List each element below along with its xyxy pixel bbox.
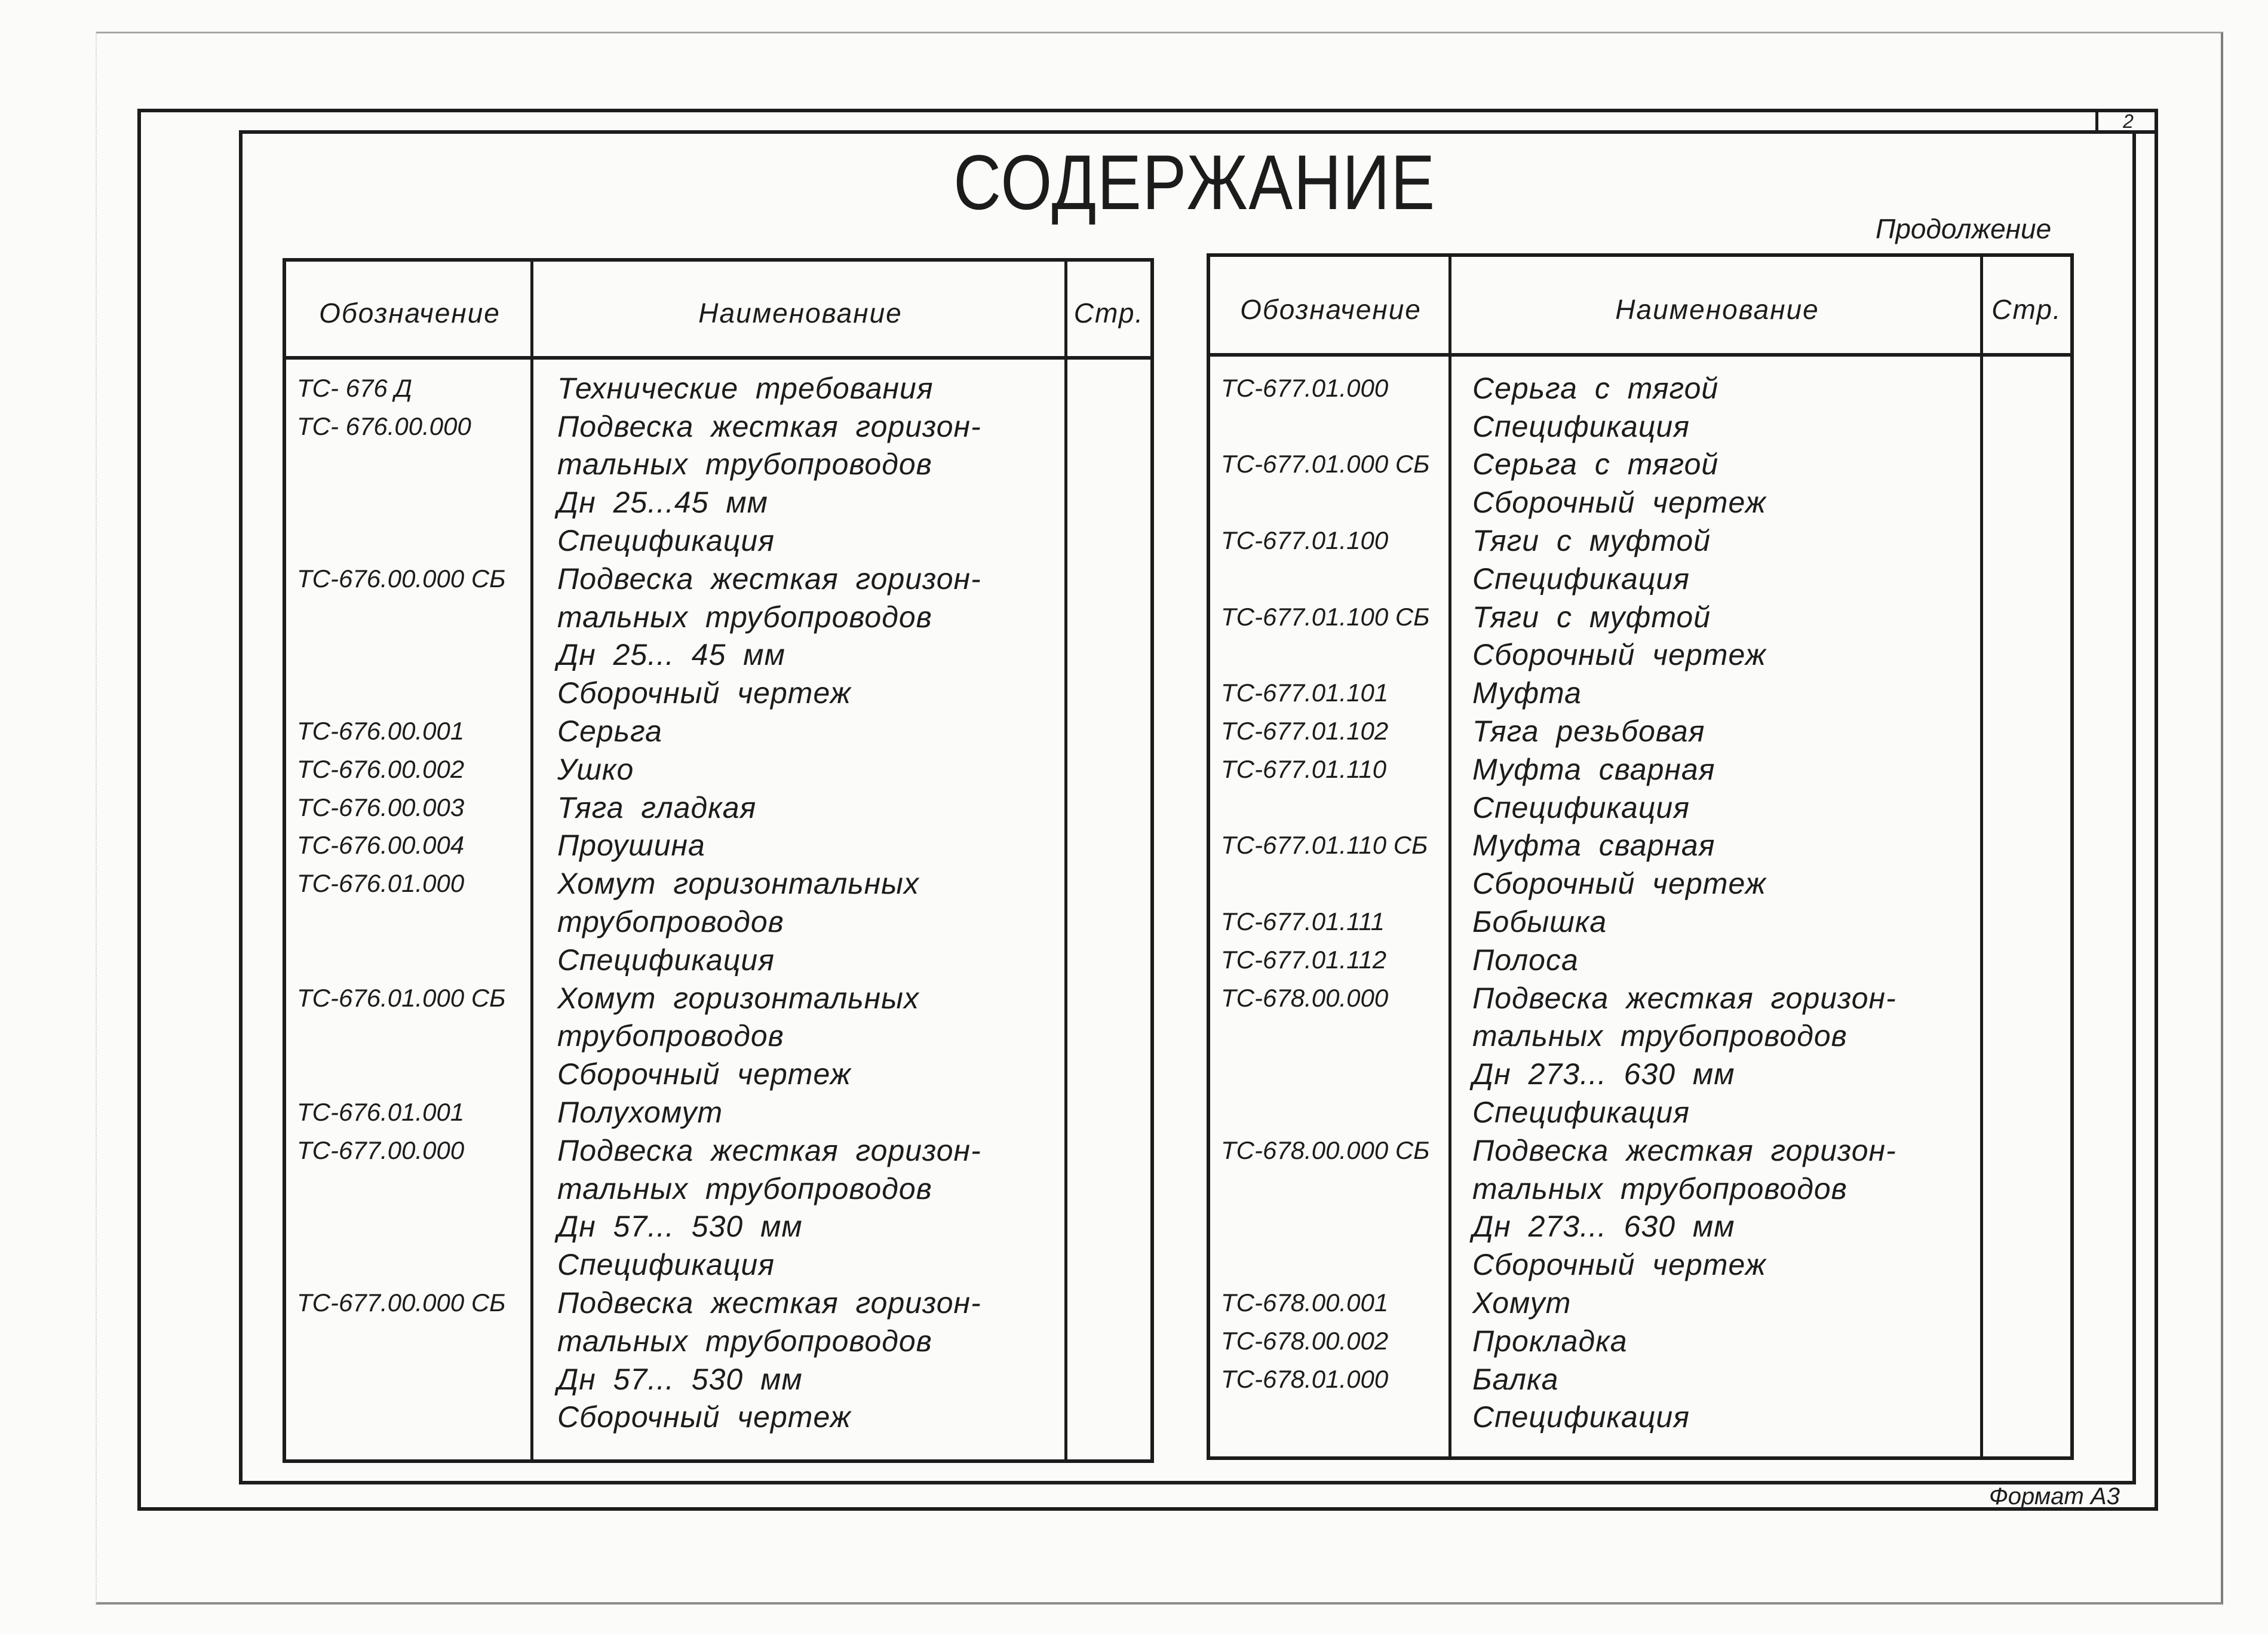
page-number-cell xyxy=(2095,109,2158,134)
table-header xyxy=(1210,257,2070,357)
table-row xyxy=(1210,1398,2070,1437)
designation-cell: ТС-677.00.000 СБ xyxy=(297,1289,506,1317)
table-row xyxy=(286,1322,1150,1360)
name-cell: Тяги с муфтой xyxy=(1472,600,1711,634)
name-cell: Спецификация xyxy=(1472,562,1690,596)
table-row xyxy=(286,1360,1150,1398)
designation-cell: ТС-677.00.000 xyxy=(297,1136,465,1164)
table-row xyxy=(286,560,1150,598)
designation-cell: ТС- 676 Д xyxy=(297,373,412,402)
name-cell: Сборочный чертеж xyxy=(1472,486,1767,520)
table-row xyxy=(286,1170,1150,1208)
name-cell: тальных трубопроводов xyxy=(1472,1019,1847,1053)
name-cell: Муфта сварная xyxy=(1472,829,1715,863)
designation-cell: ТС-677.01.000 xyxy=(1221,373,1389,402)
table-header xyxy=(286,262,1150,360)
column-divider xyxy=(1064,262,1067,1459)
table-row xyxy=(286,789,1150,827)
table-row xyxy=(1210,446,2070,484)
table-row xyxy=(1210,1131,2070,1170)
name-cell: Дн 273... 630 мм xyxy=(1472,1057,1735,1091)
name-cell: Спецификация xyxy=(1472,1400,1690,1434)
table-row xyxy=(1210,522,2070,560)
table-row xyxy=(1210,560,2070,598)
table-row xyxy=(286,674,1150,712)
table-row xyxy=(1210,407,2070,446)
table-row xyxy=(1210,864,2070,903)
designation-cell: ТС-677.01.101 xyxy=(1221,679,1389,707)
designation-cell: ТС-678.00.001 xyxy=(1221,1289,1389,1317)
name-cell: трубопроводов xyxy=(557,905,784,939)
continuation-note: Продолжение xyxy=(1876,213,2052,244)
table-row xyxy=(286,522,1150,560)
name-cell: Подвеска жесткая горизон- xyxy=(557,1286,981,1320)
name-cell: Дн 273... 630 мм xyxy=(1472,1210,1735,1244)
table-row xyxy=(286,636,1150,674)
name-cell: Полухомут xyxy=(557,1096,723,1130)
table-row xyxy=(286,483,1150,522)
name-cell: трубопроводов xyxy=(557,1019,784,1053)
name-cell: тальных трубопроводов xyxy=(557,600,932,634)
designation-cell: ТС-678.00.002 xyxy=(1221,1326,1389,1355)
table-body xyxy=(1210,357,2070,1456)
name-cell: Сборочный чертеж xyxy=(557,1400,852,1434)
designation-cell: ТС-676.01.001 xyxy=(297,1098,465,1127)
table-row xyxy=(1210,979,2070,1017)
designation-cell: ТС-677.01.111 xyxy=(1221,907,1385,936)
name-cell: Балка xyxy=(1472,1362,1559,1396)
name-cell: Бобышка xyxy=(1472,905,1607,939)
name-cell: Муфта сварная xyxy=(1472,752,1715,786)
designation-cell: ТС-676.01.000 СБ xyxy=(297,983,506,1012)
title-block xyxy=(896,137,1493,227)
table-row xyxy=(286,712,1150,750)
name-cell: Подвеска жесткая горизон- xyxy=(1472,981,1896,1015)
table-row xyxy=(286,1208,1150,1246)
table-row xyxy=(1210,750,2070,789)
designation-cell: ТС-677.01.112 xyxy=(1221,945,1387,974)
name-cell: Сборочный чертеж xyxy=(1472,1248,1767,1282)
name-cell: Технические требования xyxy=(557,371,934,405)
name-cell: Хомут горизонтальных xyxy=(557,981,919,1015)
table-row xyxy=(1210,941,2070,979)
table-row xyxy=(1210,1284,2070,1322)
name-cell: Сборочный чертеж xyxy=(1472,867,1767,901)
name-cell: тальных трубопроводов xyxy=(557,447,932,481)
table-row xyxy=(1210,789,2070,827)
name-cell: тальных трубопроводов xyxy=(1472,1171,1847,1205)
column-divider xyxy=(530,262,533,1459)
name-cell: Дн 57... 530 мм xyxy=(557,1210,803,1244)
table-row xyxy=(286,979,1150,1017)
table-row xyxy=(286,827,1150,865)
name-cell: Дн 57... 530 мм xyxy=(557,1362,803,1396)
table-row xyxy=(286,1398,1150,1437)
name-cell: тальных трубопроводов xyxy=(557,1171,932,1205)
designation-cell: ТС- 676.00.000 xyxy=(297,412,471,440)
name-cell: Серьга с тягой xyxy=(1472,371,1719,405)
name-cell: Тяга гладкая xyxy=(557,790,757,824)
designation-cell: ТС-678.01.000 xyxy=(1221,1364,1389,1393)
table-row xyxy=(286,1017,1150,1056)
name-cell: Хомут горизонтальных xyxy=(557,867,919,901)
name-cell: Проушина xyxy=(557,829,705,863)
designation-cell: ТС-676.00.002 xyxy=(297,754,465,783)
designation-cell: ТС-677.01.100 СБ xyxy=(1221,602,1430,631)
name-cell: Сборочный чертеж xyxy=(557,676,852,710)
table-row xyxy=(286,750,1150,789)
table-row xyxy=(286,864,1150,903)
table-row xyxy=(1210,1055,2070,1093)
table-row xyxy=(1210,1360,2070,1398)
name-cell: Серьга с тягой xyxy=(1472,447,1719,481)
table-row xyxy=(286,1246,1150,1284)
designation-cell: ТС-676.00.001 xyxy=(297,717,465,746)
contents-table-right xyxy=(1207,253,2074,1460)
header-page: Стр. xyxy=(1073,297,1144,329)
table-row xyxy=(1210,1208,2070,1246)
table-row xyxy=(1210,1017,2070,1056)
table-body xyxy=(286,360,1150,1459)
header-name: Наименование xyxy=(1615,293,1819,325)
table-row xyxy=(286,369,1150,407)
header-designation: Обозначение xyxy=(1240,293,1422,325)
name-cell: Подвеска жесткая горизон- xyxy=(1472,1133,1896,1167)
name-cell: Подвеска жесткая горизон- xyxy=(557,409,981,443)
name-cell: Ушко xyxy=(557,752,634,786)
name-cell: Спецификация xyxy=(557,1248,775,1282)
table-row xyxy=(286,407,1150,446)
name-cell: Подвеска жесткая горизон- xyxy=(557,562,981,596)
name-cell: Спецификация xyxy=(1472,409,1690,443)
table-row xyxy=(1210,598,2070,636)
name-cell: Тяги с муфтой xyxy=(1472,524,1711,558)
table-row xyxy=(1210,1170,2070,1208)
designation-cell: ТС-676.00.003 xyxy=(297,793,465,821)
table-row xyxy=(1210,483,2070,522)
designation-cell: ТС-677.01.000 СБ xyxy=(1221,450,1430,478)
name-cell: Дн 25...45 мм xyxy=(557,486,768,520)
header-name: Наименование xyxy=(698,297,903,329)
column-divider xyxy=(1980,257,1983,1456)
designation-cell: ТС-676.00.004 xyxy=(297,831,465,860)
table-row xyxy=(286,1093,1150,1131)
name-cell: Сборочный чертеж xyxy=(557,1057,852,1091)
table-row xyxy=(286,1131,1150,1170)
name-cell: Спецификация xyxy=(557,524,775,558)
name-cell: Полоса xyxy=(1472,943,1579,977)
header-designation: Обозначение xyxy=(319,297,501,329)
designation-cell: ТС-678.00.000 xyxy=(1221,983,1389,1012)
designation-cell: ТС-676.01.000 xyxy=(297,869,465,898)
designation-cell: ТС-678.00.000 СБ xyxy=(1221,1136,1430,1164)
table-row xyxy=(1210,903,2070,941)
name-cell: Серьга xyxy=(557,714,662,749)
name-cell: тальных трубопроводов xyxy=(557,1324,932,1358)
name-cell: Тяга резьбовая xyxy=(1472,714,1705,749)
name-cell: Спецификация xyxy=(557,943,775,977)
table-row xyxy=(1210,1093,2070,1131)
column-divider xyxy=(1448,257,1451,1456)
name-cell: Дн 25... 45 мм xyxy=(557,638,785,672)
table-row xyxy=(1210,636,2070,674)
table-row xyxy=(286,941,1150,979)
name-cell: Сборочный чертеж xyxy=(1472,638,1767,672)
header-page: Стр. xyxy=(1991,293,2062,325)
name-cell: Прокладка xyxy=(1472,1324,1628,1358)
contents-table-left xyxy=(283,258,1154,1463)
page-number: 2 xyxy=(2123,111,2134,132)
name-cell: Подвеска жесткая горизон- xyxy=(557,1133,981,1167)
designation-cell: ТС-676.00.000 СБ xyxy=(297,564,506,593)
table-row xyxy=(1210,827,2070,865)
table-row xyxy=(286,903,1150,941)
page-title: СОДЕРЖАНИЕ xyxy=(953,139,1436,226)
designation-cell: ТС-677.01.110 xyxy=(1221,754,1387,783)
table-row xyxy=(1210,369,2070,407)
designation-cell: ТС-677.01.100 xyxy=(1221,526,1389,555)
designation-cell: ТС-677.01.102 xyxy=(1221,717,1389,746)
table-row xyxy=(1210,674,2070,712)
table-row xyxy=(286,1284,1150,1322)
name-cell: Спецификация xyxy=(1472,1096,1690,1130)
table-row xyxy=(286,1055,1150,1093)
table-row xyxy=(1210,712,2070,750)
name-cell: Хомут xyxy=(1472,1286,1572,1320)
name-cell: Спецификация xyxy=(1472,790,1690,824)
sheet-format-label: Формат А3 xyxy=(1989,1483,2120,1510)
table-row xyxy=(1210,1322,2070,1360)
table-row xyxy=(1210,1246,2070,1284)
name-cell: Муфта xyxy=(1472,676,1582,710)
designation-cell: ТС-677.01.110 СБ xyxy=(1221,831,1428,860)
table-row xyxy=(286,446,1150,484)
table-row xyxy=(286,598,1150,636)
